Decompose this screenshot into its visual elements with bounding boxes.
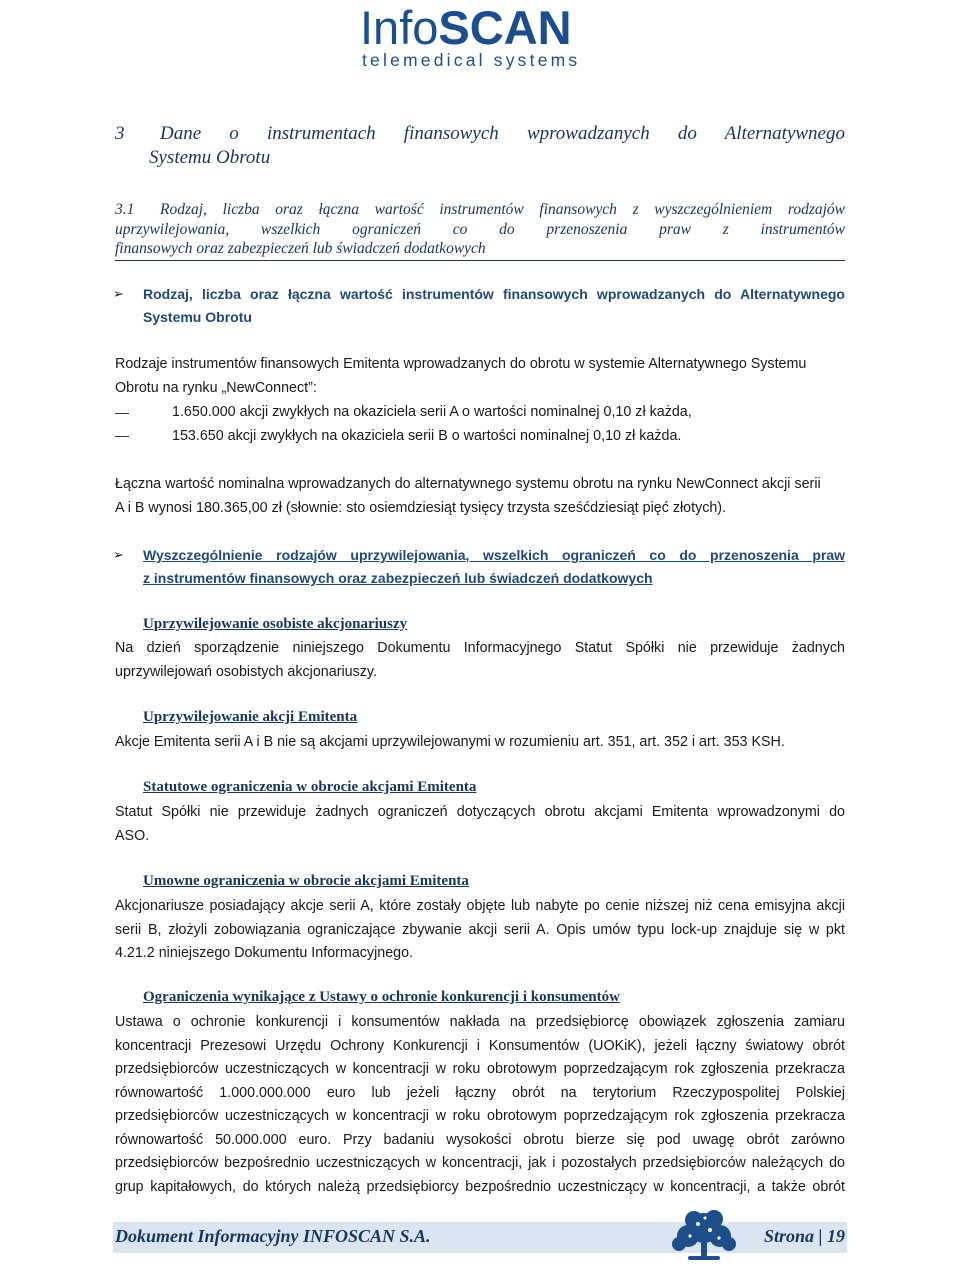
subheading-statutory-restrictions: Statutowe ograniczenia w obrocie akcjami Emitenta: [143, 779, 477, 795]
statutory-restrictions-paragraph: [115, 801, 845, 848]
bullet-1-line-1: Rodzaj, liczba oraz łączna wartość instrumentów finansowych wprowadzanych do Alternatywnego: [143, 286, 845, 302]
sub5-line: przedsiębiorców uczestniczących w koncentracji w roku obrotowym poprzedzającym rok zgłoszenia przekracza: [115, 1108, 845, 1124]
sub1-line-1: Na dzień sporządzenie niniejszego Dokumentu Informacyjnego Statut Spółki nie przewiduje żadnych: [115, 640, 845, 656]
bullet-1-heading: [143, 283, 845, 329]
total-line-2: A i B wynosi 180.365,00 zł (słownie: sto osiemdziesiąt tysięcy trzysta sześćdziesiąt pięć złotych).: [115, 499, 727, 516]
competition-act-paragraph: [115, 1011, 845, 1199]
sub4-line-2: serii B, złożyli zobowiązania ograniczające zbywanie akcji serii A. Opis umów typu lock-up znajduje się w pkt: [115, 921, 845, 938]
bullet-2-line-1: Wyszczególnienie rodzajów uprzywilejowania, wszelkich ograniczeń co do przenoszenia praw: [143, 547, 845, 563]
dash-marker: [115, 413, 129, 414]
sub4-line-3: 4.21.2 niniejszego Dokumentu Informacyjnego.: [115, 945, 414, 961]
sub5-line: Ustawa o ochronie konkurencji i konsumentów nakłada na przedsiębiorcę obowiązek zgłoszenia zamiaru: [115, 1014, 845, 1030]
logo-wordmark: [360, 1, 572, 54]
share-privileges-paragraph: [115, 731, 845, 755]
dash-marker: [115, 436, 129, 437]
bullet-2-line-2: z instrumentów finansowych oraz zabezpieczeń lub świadczeń dodatkowych: [143, 570, 653, 586]
heading-divider: [115, 260, 845, 261]
logo-tagline: telemedical systems: [362, 50, 581, 70]
logo-info-text: Info: [360, 1, 439, 54]
total-line-1: Łączna wartość nominalna wprowadzanych do alternatywnego systemu obrotu na rynku NewConnect akcji serii: [115, 476, 821, 492]
sub3-line-1: Statut Spółki nie przewiduje żadnych ograniczeń dotyczących obrotu akcjami Emitenta wprowadzonymi do: [115, 804, 845, 820]
arrow-bullet-icon: ➢: [113, 286, 124, 301]
section-3-1-title-line-1: Rodzaj, liczba oraz łączna wartość instrumentów finansowych z wyszczególnieniem rodzajów: [160, 201, 845, 218]
sub2-line-1: Akcje Emitenta serii A i B nie są akcjami uprzywilejowanymi w rozumieniu art. 351, art. 352 i art. 353 KSH.: [115, 734, 785, 750]
sub4-line-1: Akcjonariusze posiadający akcje serii A, które zostały objęte lub nabyte po cenie niższej niż cena emisyjna akcji: [115, 898, 845, 914]
total-value-paragraph: [115, 473, 845, 520]
dash-item-series-a: 1.650.000 akcji zwykłych na okaziciela serii A o wartości nominalnej 0,10 zł każda,: [172, 404, 692, 420]
section-3-title-line-1: Dane o instrumentach finansowych wprowadzanych do Alternatywnego: [160, 123, 845, 144]
subheading-share-privileges: Uprzywilejowanie akcji Emitenta: [143, 709, 358, 725]
logo-scan-text: SCAN: [438, 1, 572, 54]
sub5-line: przedsiębiorców bezpośrednio uczestniczących w koncentracji, jak i pozostałych przedsiębiorców należących do: [115, 1155, 845, 1171]
section-3-1-number: 3.1: [115, 201, 135, 218]
sub5-line: równowartość 1.000.000.000 euro lub jeżeli łączny obrót na terytorium Rzeczypospolitej Polskiej: [115, 1084, 845, 1101]
section-3-1-title-line-2: uprzywilejowania, wszelkich ograniczeń co do przenoszenia praw z instrumentów: [115, 220, 845, 238]
sub3-line-2: ASO.: [115, 827, 150, 844]
tree-logo-icon: [664, 1206, 744, 1264]
arrow-bullet-icon: ➢: [113, 547, 124, 562]
sub5-line: równowartość 50.000.000 euro. Przy badaniu wysokości obrotu bierze się pod uwagę obrót zarówno: [115, 1131, 845, 1148]
personal-privileges-paragraph: [115, 637, 845, 684]
intro-line-1: Rodzaje instrumentów finansowych Emitenta wprowadzanych do obrotu w systemie Alternatywnego Systemu: [115, 356, 807, 372]
sub5-line: koncentracji Prezesowi Urzędu Ochrony Konkurencji i Konsumentów (UOKiK), jeżeli łączny światowy obrót: [115, 1037, 845, 1054]
footer-document-title: Dokument Informacyjny INFOSCAN S.A.: [115, 1226, 431, 1246]
subheading-personal-privileges: Uprzywilejowanie osobiste akcjonariuszy: [143, 616, 408, 632]
intro-line-2: Obrotu na rynku „NewConnect”:: [115, 379, 317, 396]
section-3-title-line-2: Systemu Obrotu: [149, 147, 271, 168]
subheading-contractual-restrictions: Umowne ograniczenia w obrocie akcjami Emitenta: [143, 873, 469, 889]
sub5-line: przedsiębiorców uczestniczących w koncentracji w roku obrotowym poprzedzającym rok zgłoszenia przekracza: [115, 1061, 845, 1077]
sub1-line-2: uprzywilejowań osobistych akcjonariuszy.: [115, 663, 377, 680]
dash-item-series-b: 153.650 akcji zwykłych na okaziciela serii B o wartości nominalnej 0,10 zł każda.: [172, 428, 682, 444]
section-3-1-title-line-3: finansowych oraz zabezpieczeń lub świadczeń dodatkowych: [115, 240, 486, 257]
footer-page-number: Strona | 19: [764, 1226, 845, 1246]
sub5-line: grup kapitałowych, do których należą przedsiębiorcy bezpośrednio uczestniczący w koncentracji, a także obrót: [115, 1178, 845, 1195]
subheading-competition-act: Ograniczenia wynikające z Ustawy o ochronie konkurencji i konsumentów: [143, 989, 620, 1005]
contractual-restrictions-paragraph: [115, 895, 845, 966]
bullet-1-line-2: Systemu Obrotu: [143, 309, 252, 325]
bullet-2-heading: [143, 544, 845, 590]
section-3-number: 3: [115, 123, 125, 144]
instruments-intro-paragraph: [115, 353, 845, 400]
infoscan-logo: [360, 1, 604, 70]
